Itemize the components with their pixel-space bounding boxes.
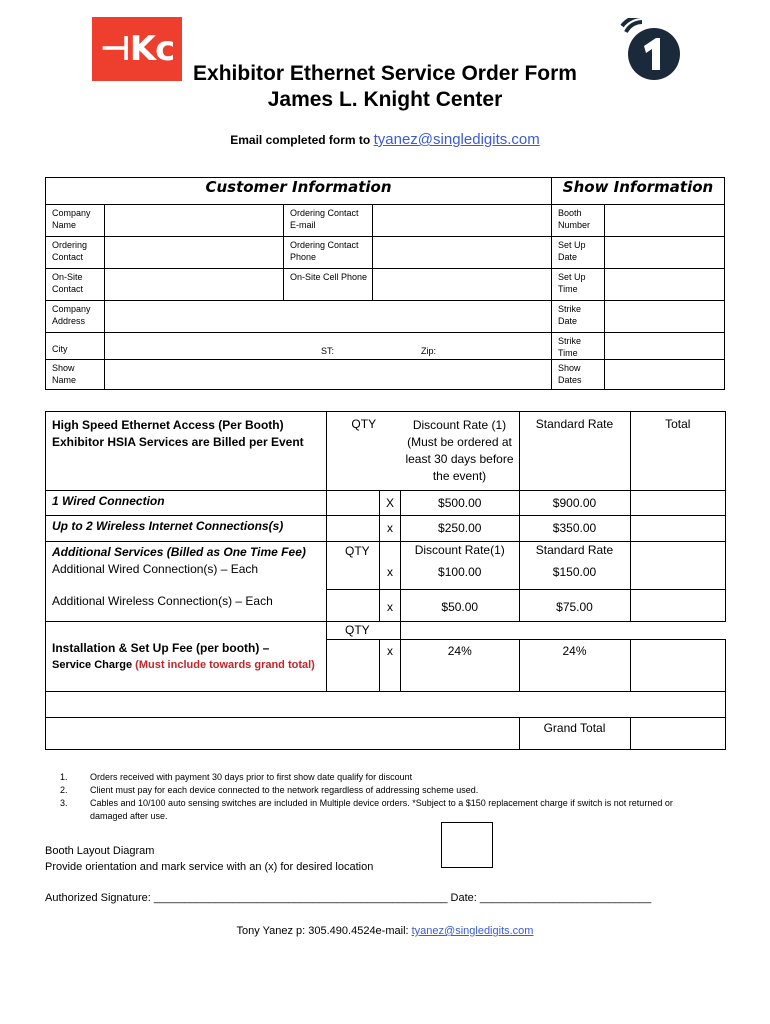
ordering-contact-field[interactable] <box>105 237 284 269</box>
city-state-zip-field[interactable] <box>105 333 552 360</box>
contact-prefix: Tony Yanez p: 305.490.4524e-mail: <box>236 925 409 937</box>
additional-services-cell <box>46 542 327 590</box>
wired-standard-rate: $900.00 <box>519 491 630 516</box>
customer-info-heading: Customer Information <box>46 178 552 205</box>
signature-date-line[interactable]: Authorized Signature: ________________________________________________ Date: ____________________________ <box>45 892 652 904</box>
additional-wired-qty-field[interactable] <box>327 542 380 590</box>
company-name-field[interactable] <box>105 205 284 237</box>
additional-wired-total-field[interactable] <box>630 542 726 590</box>
email-link[interactable]: tyanez@singledigits.com <box>373 131 540 148</box>
show-name-field[interactable] <box>105 360 552 390</box>
contact-email-link[interactable]: tyanez@singledigits.com <box>411 925 534 937</box>
strike-time-field[interactable] <box>605 333 725 360</box>
install-standard-rate: 24% <box>519 640 630 692</box>
additional-standard-header: Standard Rate <box>535 543 614 557</box>
set-up-date-field[interactable] <box>605 237 725 269</box>
install-fee-cell <box>46 640 327 692</box>
company-address-field[interactable] <box>105 301 552 333</box>
install-spacer-right <box>401 622 726 640</box>
onsite-cell-field[interactable] <box>373 269 552 301</box>
contact-line <box>0 925 770 937</box>
state-label: ST: <box>321 346 335 356</box>
total-header: Total <box>630 412 726 491</box>
show-dates-field[interactable] <box>605 360 725 390</box>
additional-wired-discount-rate: $100.00 <box>438 565 482 579</box>
wireless-total-field[interactable] <box>630 516 726 542</box>
grand-total-label: Grand Total <box>519 718 630 750</box>
install-spacer <box>46 622 327 640</box>
additional-wireless-standard-rate: $75.00 <box>519 590 630 622</box>
orientation-instruction: Provide orientation and mark service with an (x) for desired location <box>45 861 374 873</box>
city-label: City <box>46 333 105 360</box>
onsite-cell-label: On-Site Cell Phone <box>284 269 373 301</box>
zip-label: Zip: <box>421 346 437 356</box>
kc-logo: ⊣Kc <box>92 17 182 81</box>
wired-qty-field[interactable] <box>327 491 380 516</box>
ordering-contact-phone-label: Ordering Contact Phone <box>284 237 373 269</box>
additional-wireless-label: Additional Wireless Connection(s) – Each <box>46 590 327 622</box>
booth-layout-label: Booth Layout Diagram <box>45 845 155 857</box>
set-up-date-label: Set Up Date <box>552 237 605 269</box>
install-qty-field[interactable] <box>327 640 380 692</box>
show-dates-label: Show Dates <box>552 360 605 390</box>
set-up-time-label: Set Up Time <box>552 269 605 301</box>
booth-number-label: Booth Number <box>552 205 605 237</box>
onsite-contact-field[interactable] <box>105 269 284 301</box>
customer-info-table <box>45 177 725 390</box>
discount-rate-header: Discount Rate (1) (Must be ordered at least 30 days before the event) <box>401 412 520 491</box>
ordering-contact-email-label: Ordering Contact E-mail <box>284 205 373 237</box>
hsia-header-cell <box>46 412 327 491</box>
install-multiply: x <box>380 640 401 692</box>
email-instruction <box>0 131 770 148</box>
additional-wireless-discount-rate: $50.00 <box>401 590 520 622</box>
wired-multiply: X <box>380 491 401 516</box>
install-fee-title: Installation & Set Up Fee (per booth) – <box>52 640 270 655</box>
wireless-discount-rate: $250.00 <box>401 516 520 542</box>
onsite-contact-label: On-Site Contact <box>46 269 105 301</box>
blank-row <box>46 692 726 718</box>
install-grand-total-note: (Must include towards grand total) <box>135 658 315 671</box>
grand-total-spacer <box>46 718 520 750</box>
wireless-standard-rate: $350.00 <box>519 516 630 542</box>
form-title: Exhibitor Ethernet Service Order Form <box>193 62 577 85</box>
notes-list <box>60 771 710 823</box>
additional-wired-multiply: x <box>380 542 401 590</box>
additional-wireless-multiply: x <box>380 590 401 622</box>
additional-wired-label: Additional Wired Connection(s) – Each <box>52 562 259 576</box>
wired-total-field[interactable] <box>630 491 726 516</box>
ordering-contact-email-field[interactable] <box>373 205 552 237</box>
wired-discount-rate: $500.00 <box>401 491 520 516</box>
additional-wired-standard-cell <box>519 542 630 590</box>
grand-total-field[interactable] <box>630 718 726 750</box>
additional-qty-header: QTY <box>345 544 370 558</box>
wireless-qty-field[interactable] <box>327 516 380 542</box>
note-item: 3. Cables and 10/100 auto sensing switches are included in Multiple device orders. *Subject to a $150 replacement charge if switch is not returned or damaged after use. <box>60 798 673 821</box>
services-table <box>45 411 726 750</box>
show-name-label: Show Name <box>46 360 105 390</box>
booth-layout-box[interactable] <box>441 822 493 868</box>
install-discount-rate: 24% <box>401 640 520 692</box>
strike-time-label: Strike Time <box>552 333 605 360</box>
hsia-subtitle: Exhibitor HSIA Services are Billed per Event <box>52 435 304 449</box>
standard-rate-header: Standard Rate <box>519 412 630 491</box>
qty-header: QTY <box>327 412 401 491</box>
additional-wired-standard-rate: $150.00 <box>552 565 597 579</box>
additional-services-title: Additional Services (Billed as One Time Fee) <box>52 545 306 559</box>
company-address-label: Company Address <box>46 301 105 333</box>
show-info-heading: Show Information <box>552 178 725 205</box>
additional-wired-discount-cell <box>401 542 520 590</box>
wireless-connection-label: Up to 2 Wireless Internet Connections(s) <box>46 516 327 542</box>
hsia-title: High Speed Ethernet Access (Per Booth) <box>52 418 284 432</box>
install-service-label: Service Charge <box>52 658 133 671</box>
ordering-contact-label: Ordering Contact <box>46 237 105 269</box>
install-qty-header: QTY <box>327 622 401 640</box>
booth-number-field[interactable] <box>605 205 725 237</box>
note-item: 1. Orders received with payment 30 days prior to first show date qualify for discount <box>60 772 413 782</box>
company-name-label: Company Name <box>46 205 105 237</box>
strike-date-label: Strike Date <box>552 301 605 333</box>
additional-discount-header: Discount Rate(1) <box>414 543 505 557</box>
wireless-multiply: x <box>380 516 401 542</box>
install-total-field[interactable] <box>630 640 726 692</box>
additional-wireless-qty-field[interactable] <box>327 590 380 622</box>
strike-date-field[interactable] <box>605 301 725 333</box>
set-up-time-field[interactable] <box>605 269 725 301</box>
ordering-contact-phone-field[interactable] <box>373 237 552 269</box>
wired-connection-label: 1 Wired Connection <box>46 491 327 516</box>
venue-title: James L. Knight Center <box>267 88 503 111</box>
email-prefix: Email completed form to <box>230 133 371 147</box>
note-item: 2. Client must pay for each device connected to the network regardless of addressing scheme used. <box>60 785 479 795</box>
additional-wireless-total-field[interactable] <box>630 590 726 622</box>
